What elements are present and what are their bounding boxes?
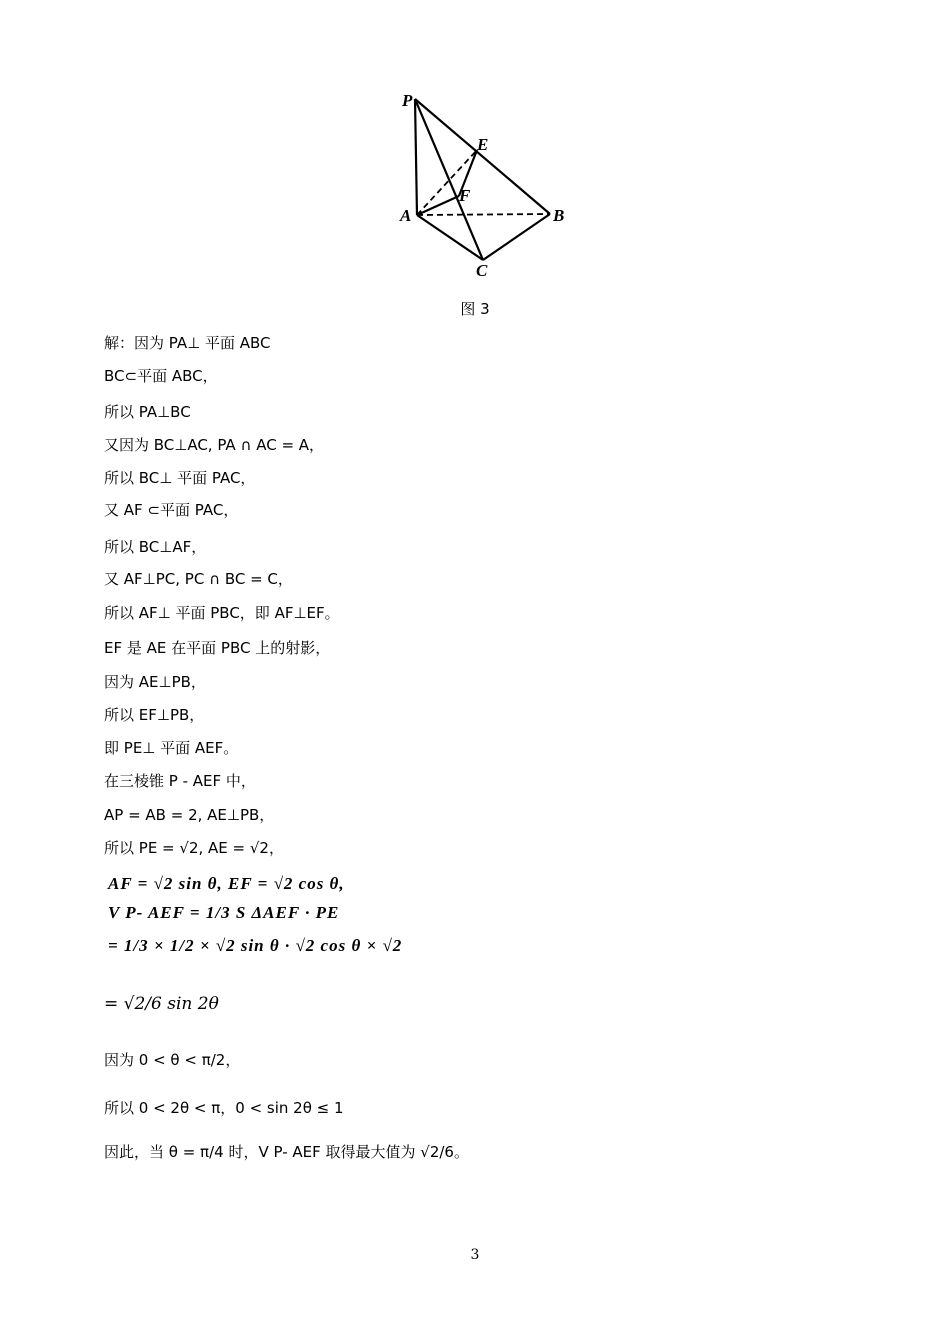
label-P: P xyxy=(402,91,413,110)
line-7 xyxy=(104,535,206,559)
line-12-text: 所以 EF⊥PB， xyxy=(104,706,205,724)
line-4-text: 又因为 BC⊥AC, PA ∩ AC = A， xyxy=(104,436,325,454)
line-1-text: 解：因为 PA⊥ 平面 ABC xyxy=(104,334,271,352)
line-5 xyxy=(104,466,255,490)
line-14 xyxy=(104,769,256,793)
line-5-text: 所以 BC⊥ 平面 PAC， xyxy=(104,469,256,487)
line-16 xyxy=(104,836,284,860)
line-1 xyxy=(104,331,270,355)
label-C: C xyxy=(476,261,488,280)
line-8-text: 又 AF⊥PC, PC ∩ BC = C， xyxy=(104,570,293,588)
segment-AE xyxy=(417,150,477,215)
line-15-text: AP = AB = 2, AE⊥PB， xyxy=(104,806,275,824)
line-9 xyxy=(104,601,340,625)
line-10-text: EF 是 AE 在平面 PBC 上的射影， xyxy=(104,639,331,657)
line-8 xyxy=(104,567,293,591)
line-4 xyxy=(104,433,324,457)
line-16-text: 所以 PE = √2, AE = √2， xyxy=(104,839,284,857)
line-sin-range-text: 所以 0 < 2θ < π，0 < sin 2θ ≤ 1 xyxy=(104,1099,344,1117)
line-3 xyxy=(104,400,191,424)
line-13-text: 即 PE⊥ 平面 AEF。 xyxy=(104,739,239,757)
line-theta-range xyxy=(104,1048,240,1072)
line-11-text: 因为 AE⊥PB， xyxy=(104,673,206,691)
line-12 xyxy=(104,703,204,727)
line-11 xyxy=(104,670,206,694)
line-3-text: 所以 PA⊥BC xyxy=(104,403,191,421)
line-sin-range xyxy=(104,1096,344,1120)
line-theta-range-text: 因为 0 < θ < π/2， xyxy=(104,1051,241,1069)
segment-AF xyxy=(417,196,459,215)
line-10 xyxy=(104,636,330,660)
label-B: B xyxy=(553,206,565,225)
label-E: E xyxy=(477,135,489,154)
pyramid-diagram xyxy=(395,88,580,283)
edge-PB xyxy=(415,99,550,214)
line-14-text: 在三棱锥 P - AEF 中， xyxy=(104,772,256,790)
line-6 xyxy=(104,498,238,522)
edge-AB xyxy=(417,214,550,215)
formula-af-ef xyxy=(108,872,345,896)
line-15 xyxy=(104,803,274,827)
line-conclusion xyxy=(104,1140,469,1164)
formula-af-ef-text: AF = √2 sin θ, EF = √2 cos θ, xyxy=(108,874,345,893)
label-F: F xyxy=(459,186,471,205)
edge-PA xyxy=(415,99,417,215)
line-2 xyxy=(104,364,218,388)
line-6-text: 又 AF ⊂平面 PAC， xyxy=(104,501,239,519)
formula-volume-expanded-text: = 1/3 × 1/2 × √2 sin θ · √2 cos θ × √2 xyxy=(108,936,403,955)
formula-volume-result-text: = √2/6 sin 2θ xyxy=(104,994,219,1014)
line-7-text: 所以 BC⊥AF， xyxy=(104,538,207,556)
line-9-text: 所以 AF⊥ 平面 PBC，即 AF⊥EF。 xyxy=(104,604,340,622)
line-2-text: BC⊂平面 ABC， xyxy=(104,367,218,385)
figure-caption: 图 3 xyxy=(460,300,490,318)
formula-volume-text: V P- AEF = 1/3 S ΔAEF · PE xyxy=(108,903,340,922)
formula-volume-expanded xyxy=(108,934,402,958)
formula-volume xyxy=(108,901,339,925)
formula-volume-result xyxy=(104,992,219,1016)
page-number: 3 xyxy=(470,1247,480,1263)
line-13 xyxy=(104,736,238,760)
edge-BC xyxy=(483,214,550,260)
label-A: A xyxy=(400,206,412,225)
line-conclusion-text: 因此，当 θ = π/4 时，V P- AEF 取得最大值为 √2/6。 xyxy=(104,1143,469,1161)
